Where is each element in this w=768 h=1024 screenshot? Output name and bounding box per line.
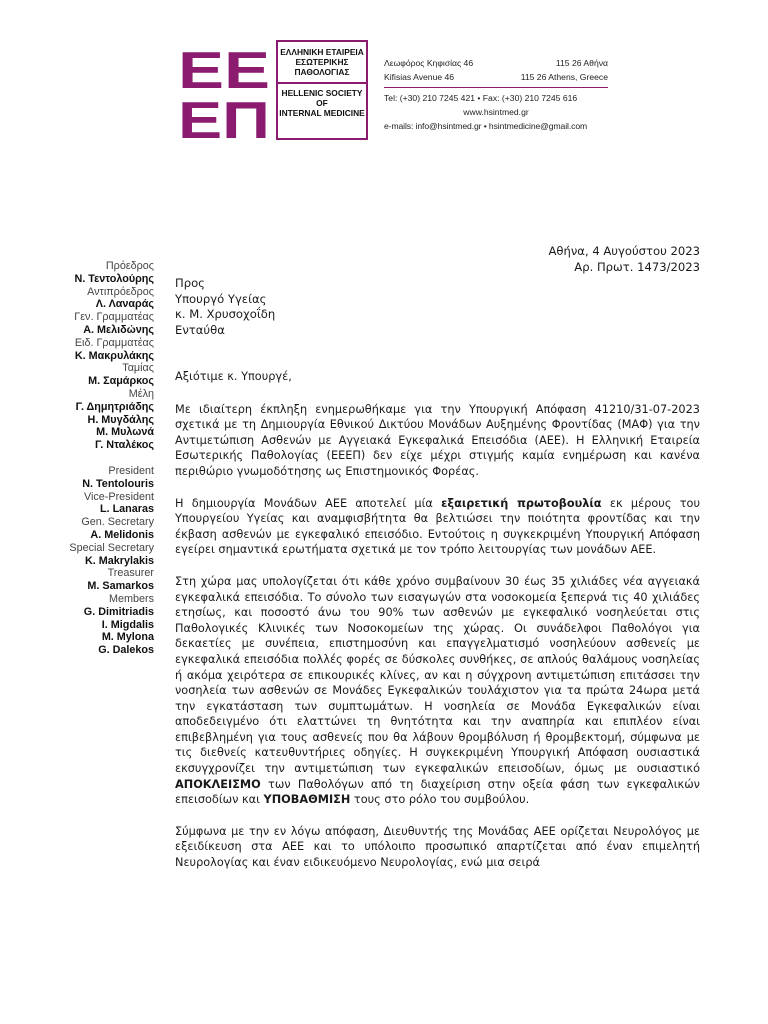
- board-member-name: Κ. Μακρυλάκης: [74, 349, 154, 362]
- recipient-block: [175, 276, 275, 338]
- letter-body: [175, 369, 700, 887]
- paragraph-3: [175, 574, 700, 808]
- board-member-name: Γ. Νταλέκος: [94, 439, 154, 452]
- postcode-greek: 115 26 Αθήνα: [555, 58, 608, 68]
- paragraph-3-emphasis: ΥΠΟΒΑΘΜΙΣΗ: [263, 793, 351, 807]
- logo-letters-bottom: ΕΠ: [178, 92, 270, 140]
- board-member-name: Μ. Σαμάρκος: [88, 375, 154, 388]
- contact-block: [384, 56, 608, 133]
- logo-letters-top: ΕΕ: [178, 44, 270, 100]
- protocol-number: Αρ. Πρωτ. 1473/2023: [574, 259, 700, 274]
- letter-date: Αθήνα, 4 Αυγούστου 2023: [548, 244, 700, 258]
- board-members-sidebar: [40, 260, 154, 657]
- paragraph-3-emphasis: ΑΠΟΚΛΕΙΣΜΟ: [175, 777, 261, 791]
- recipient-line: Προς: [175, 276, 205, 290]
- address-greek: Λεωφόρος Κηφισίας 46: [384, 58, 474, 68]
- paragraph-2-text: εκ μέρους του Υπουργείου Υγείας και αναμφισβήτητα θα βελτιώσει την ποιότητα φροντίδας και την έκβαση ασθενών με εγκεφαλικό επεισόδιο. Εντούτοις η συγκεκριμένη Υπουργική Απόφαση εγείρει σημαντικά ερωτήματα σχετικά με τον τρόπο λειτουργίας των μονάδων ΑΕΕ.: [175, 496, 700, 557]
- board-member-name: Μ. Μυλωνά: [96, 426, 154, 439]
- org-name-en-line: OF: [316, 98, 328, 108]
- board-member-name: Α. Μελιδώνης: [83, 323, 154, 336]
- board-member-name: K. Makrylakis: [84, 554, 154, 567]
- paragraph-3-text: Στη χώρα μας υπολογίζεται ότι κάθε χρόνο συμβαίνουν 30 έως 35 χιλιάδες νέα αγγειακά εγκεφαλικά επεισόδια. Το σύνολο των εισαγωγών στα νοσοκομεία ξεπερνά τις 40 χιλιάδες ετησίως, και ποσοστό άνω του 90% των ασθενών με εγκεφαλικό νοσηλεύεται στις Παθολογικές Κλινικές των Νοσοκομείων της χώρας. Οι συνάδελφοι Παθολόγοι για δεκαετίες με συνέπεια, επιστημοσύνη και επαγγελματισμό νοσηλεύουν ασθενείς με εγκεφαλικά επεισόδια πολλές φορές σε δύσκολες συνθήκες, σε απλούς θαλάμους νοσηλείας ή ακόμα χειρότερα σε επικουρικές κλίνες, αν και η σύγχρονη αντιμετώπιση επιτάσσει την νοσηλεία των ασθενών σε Μονάδες Εγκεφαλικών τουλάχιστον για τα πρώτα 24ωρα μετά την εγκατάσταση των συμπτωμάτων. Η νοσηλεία σε Μονάδα Εγκεφαλικών είναι αποδεδειγμένο ότι ελαττώνει τη θνητότητα και την αναπηρία και επιπλέον είναι επιβεβλημένη για τους ασθενείς που θα λάβουν θρομβόλυση ή θρομβεκτομή, σύμφωνα με τις διεθνείς κατευθυντήριες οδηγίες. Η συγκεκριμένη Υπουργική Απόφαση ουσιαστικά εκσυγχρονίζει την αντιμετώπιση των εγκεφαλικών επεισοδίων, όμως με ουσιαστικό: [175, 574, 700, 776]
- board-role: Vice-President: [83, 490, 154, 503]
- paragraph-2-emphasis: εξαιρετική πρωτοβουλία: [441, 496, 602, 510]
- board-member-name: Ν. Τεντολούρης: [74, 272, 154, 285]
- board-role: Special Secretary: [69, 541, 154, 554]
- recipient-line: Υπουργό Υγείας: [175, 291, 267, 306]
- board-role: Πρόεδρος: [105, 260, 154, 272]
- recipient-line: κ. Μ. Χρυσοχοΐδη: [175, 307, 276, 322]
- address-greek-row: [384, 56, 608, 70]
- recipient-line: Ενταύθα: [175, 322, 225, 337]
- phone-fax: Tel: (+30) 210 7245 421 • Fax: (+30) 210 7245 616: [384, 93, 578, 103]
- org-name-en-line: HELLENIC SOCIETY: [281, 88, 363, 98]
- board-role: Ταμίας: [122, 362, 154, 375]
- org-name-gr-line: ΕΣΩΤΕΡΙΚΗΣ: [295, 57, 349, 67]
- board-member-name: L. Lanaras: [99, 503, 154, 516]
- paragraph-2-text: Η δημιουργία Μονάδων ΑΕΕ αποτελεί μία: [175, 496, 442, 510]
- organization-name-box: [276, 40, 368, 140]
- email-addresses[interactable]: e-mails: info@hsintmed.gr • hsintmedicine@gmail.com: [384, 121, 588, 131]
- postcode-english: 115 26 Athens, Greece: [520, 72, 608, 82]
- board-member-name: Λ. Λαναράς: [95, 298, 154, 311]
- board-member-name: M. Samarkos: [87, 580, 154, 593]
- board-role: Αντιπρόεδρος: [87, 285, 154, 298]
- board-role: President: [108, 464, 154, 477]
- website-link[interactable]: www.hsintmed.gr: [463, 107, 529, 117]
- board-role: Members: [109, 592, 154, 605]
- org-name-english: [278, 88, 366, 118]
- paragraph-4: Σύμφωνα με την εν λόγω απόφαση, Διευθυντής της Μονάδας ΑΕΕ ορίζεται Νευρολόγος με εξειδίκευση στα ΑΕΕ και το υπόλοιπο προσωπικό απαρτίζεται από έναν επιμελητή Νευρολογίας και έναν ειδικευόμενο Νευρολογίας, ενώ μια σειρά: [175, 824, 700, 870]
- board-member-name: I. Migdalis: [101, 618, 154, 631]
- paragraph-2: [175, 496, 700, 558]
- board-member-name: G. Dalekos: [98, 644, 154, 657]
- salutation: Αξιότιμε κ. Υπουργέ,: [175, 370, 292, 383]
- paragraph-1: Με ιδιαίτερη έκπληξη ενημερωθήκαμε για την Υπουργική Απόφαση 41210/31-07-2023 σχετικά με τη Δημιουργία Εθνικού Δικτύου Μονάδων Αυξημένης Φροντίδας (ΜΑΦ) για την Αντιμετώπιση Ασθενών με Αγγειακά Εγκεφαλικά Επεισόδια (ΑΕΕ). Η Ελληνική Εταιρεία Εσωτερικής Παθολογίας (ΕΕΕΠ) δεν είχε μέχρι στιγμής καμία ενημέρωση και κανένα περιθώριο γνωμοδότησης ως Επιστημονικός Φορέας.: [175, 402, 700, 478]
- date-protocol-block: [548, 244, 700, 275]
- org-box-divider: [278, 82, 366, 84]
- address-english-row: [384, 70, 608, 84]
- org-name-greek: [278, 42, 366, 77]
- board-english: [40, 465, 154, 657]
- paragraph-3-text: των Παθολόγων από τη διαχείριση στην οξεία φάση των εγκεφαλικών επεισοδίων και: [175, 777, 700, 807]
- board-role: Gen. Secretary: [81, 516, 154, 529]
- paragraph-3-text: τους στο ρόλο του συμβούλου.: [350, 793, 530, 807]
- board-role: Γεν. Γραμματέας: [74, 311, 154, 324]
- board-member-name: N. Tentolouris: [82, 477, 154, 490]
- board-member-name: Γ. Δημητριάδης: [75, 400, 154, 413]
- board-role: Ειδ. Γραμματέας: [74, 336, 154, 349]
- board-role: Μέλη: [128, 387, 154, 400]
- board-member-name: Η. Μυγδάλης: [87, 413, 154, 426]
- board-role: Treasurer: [107, 567, 154, 580]
- org-name-en-line: INTERNAL MEDICINE: [279, 108, 365, 118]
- address-english: Kifisias Avenue 46: [384, 72, 455, 82]
- board-member-name: A. Melidonis: [90, 528, 154, 541]
- org-name-gr-line: ΕΛΛΗΝΙΚΗ ΕΤΑΙΡΕΙΑ: [280, 47, 364, 57]
- org-name-gr-line: ΠΑΘΟΛΟΓΙΑΣ: [294, 67, 350, 77]
- contact-divider: [384, 87, 608, 88]
- board-greek: [40, 260, 154, 452]
- society-logo: [176, 44, 272, 140]
- board-member-name: G. Dimitriadis: [83, 605, 154, 618]
- board-member-name: M. Mylona: [101, 631, 154, 644]
